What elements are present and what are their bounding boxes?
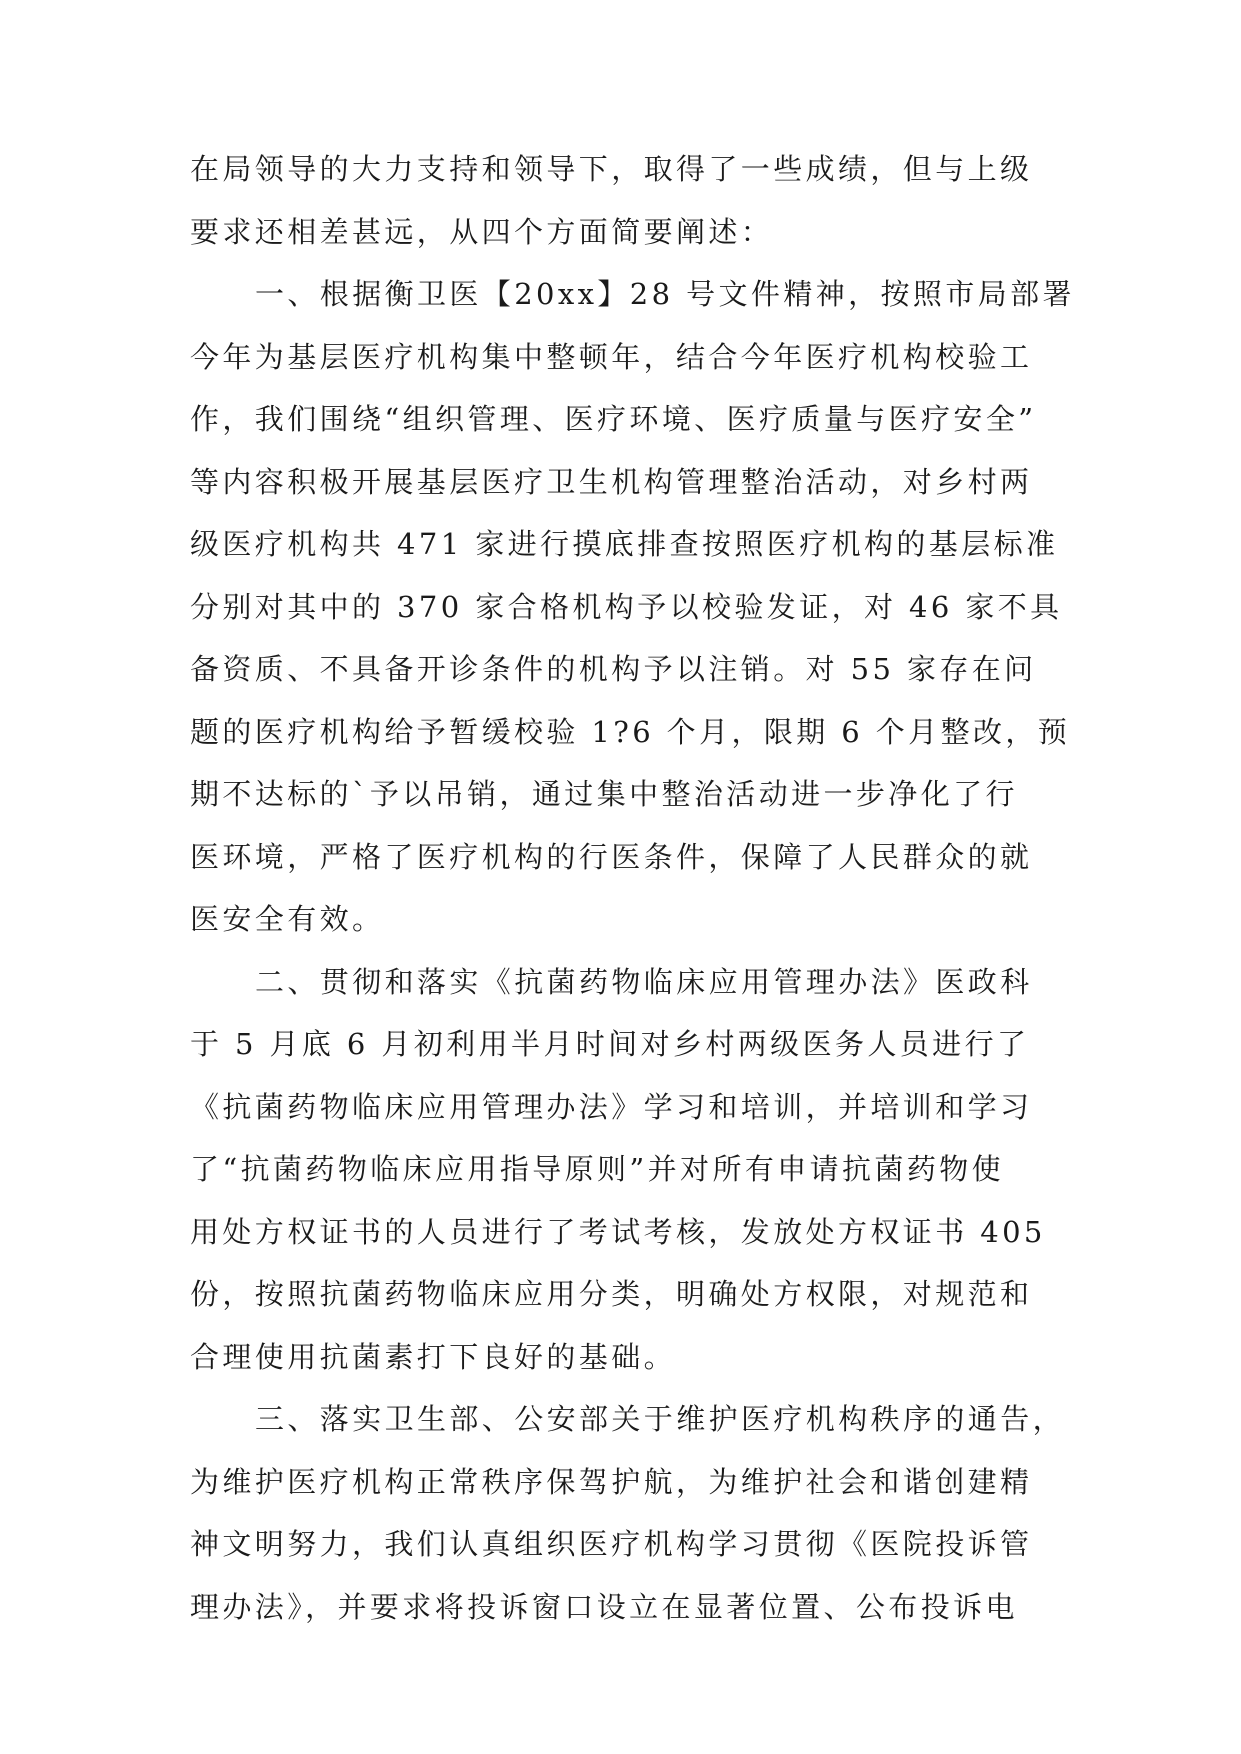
paragraph-start-line: 三、落实卫生部、公安部关于维护医疗机构秩序的通告， [255, 1402, 1066, 1436]
text-line: 用处方权证书的人员进行了考试考核，发放处方权证书 405 [190, 1214, 1046, 1249]
text-line: 分别对其中的 370 家合格机构予以校验发证，对 46 家不具 [190, 589, 1063, 624]
text-line: 《抗菌药物临床应用管理办法》学习和培训，并培训和学习 [190, 1089, 1033, 1124]
text-line: 神文明努力，我们认真组织医疗机构学习贯彻《医院投诉管 [190, 1527, 1033, 1561]
text-line: 今年为基层医疗机构集中整顿年，结合今年医疗机构校验工 [190, 339, 1033, 374]
text-line: 备资质、不具备开诊条件的机构予以注销。对 55 家存在问 [190, 652, 1037, 686]
text-line: 级医疗机构共 471 家进行摸底排查按照医疗机构的基层标准 [190, 527, 1059, 561]
text-line: 在局领导的大力支持和领导下，取得了一些成绩，但与上级 [190, 152, 1033, 186]
text-line: 要求还相差甚远，从四个方面简要阐述： [190, 214, 774, 249]
text-line: 期不达标的`予以吊销，通过集中整治活动进一步净化了行 [190, 777, 1018, 811]
text-line: 题的医疗机构给予暂缓校验 1?6 个月，限期 6 个月整改，预 [190, 714, 1071, 749]
text-line: 医环境，严格了医疗机构的行医条件，保障了人民群众的就 [190, 839, 1033, 874]
text-line: 医安全有效。 [190, 902, 385, 936]
text-line: 于 5 月底 6 月初利用半月时间对乡村两级医务人员进行了 [190, 1027, 1030, 1061]
text-line: 份，按照抗菌药物临床应用分类，明确处方权限，对规范和 [190, 1277, 1033, 1311]
body-text [190, 138, 1075, 1638]
text-line: 作，我们围绕“组织管理、医疗环境、医疗质量与医疗安全” [190, 402, 1037, 436]
paragraph-start-line: 二、贯彻和落实《抗菌药物临床应用管理办法》医政科 [255, 964, 1033, 999]
text-line: 理办法》，并要求将投诉窗口设立在显著位置、公布投诉电 [190, 1589, 1018, 1624]
text-line: 等内容积极开展基层医疗卫生机构管理整治活动，对乡村两 [190, 464, 1033, 499]
text-line: 为维护医疗机构正常秩序保驾护航，为维护社会和谐创建精 [190, 1464, 1033, 1499]
text-line: 合理使用抗菌素打下良好的基础。 [190, 1339, 677, 1374]
paragraph-start-line: 一、根据衡卫医【20xx】28 号文件精神，按照市局部署 [255, 277, 1075, 311]
text-line: 了“抗菌药物临床应用指导原则”并对所有申请抗菌药物使 [190, 1152, 1005, 1186]
